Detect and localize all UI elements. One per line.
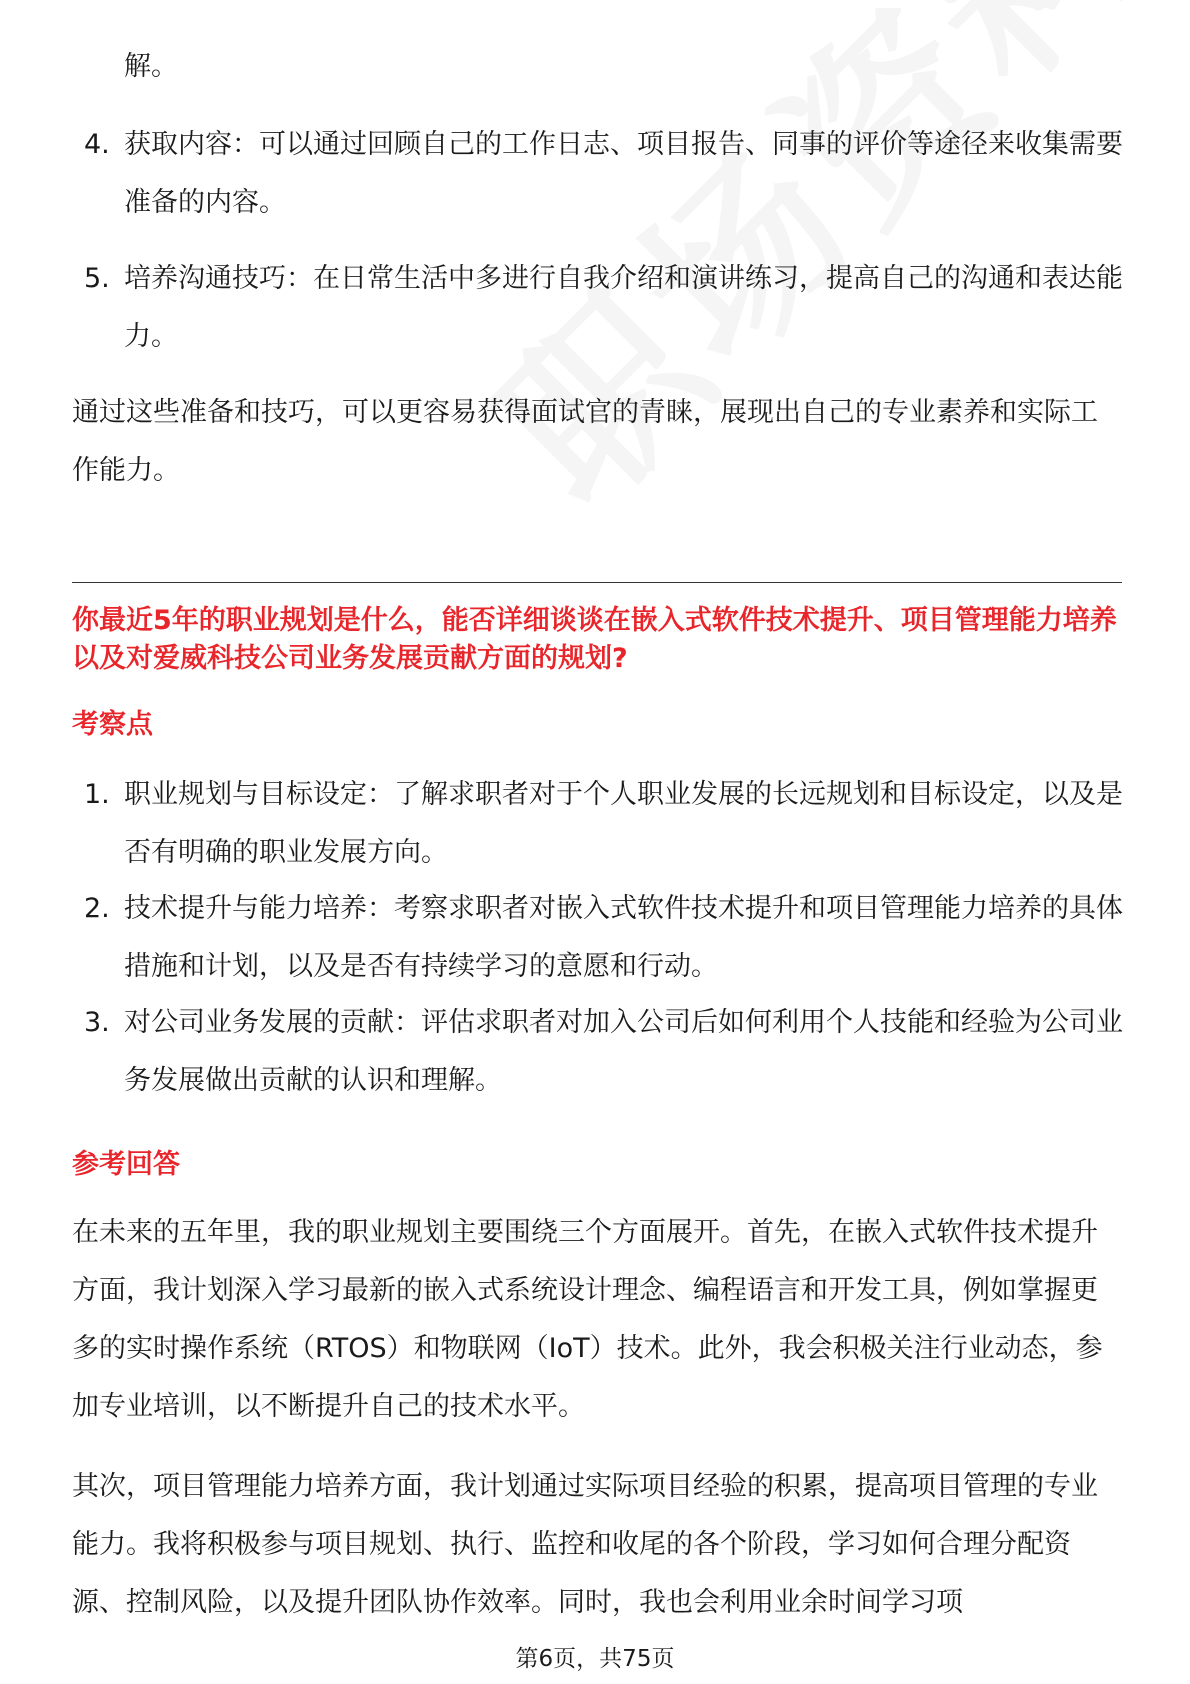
list-item-number: 4.	[84, 129, 110, 160]
answer-paragraph: 其次，项目管理能力培养方面，我计划通过实际项目经验的积累，提高项目管理的专业能力。我将积极参与项目规划、执行、监控和收尾的各个阶段，学习如何合理分配资源、控制风险，以及提升团队协作效率。同时，我也会利用业余时间学习项	[72, 1471, 1098, 1618]
list-item-continuation	[84, 38, 1124, 96]
list-item-text: 解。	[124, 51, 178, 82]
summary-paragraph: 通过这些准备和技巧，可以更容易获得面试官的青睐，展现出自己的专业素养和实际工作能力。	[72, 397, 1098, 486]
list-item-number: 5.	[84, 263, 110, 294]
list-item	[84, 250, 1124, 366]
points-heading: 考察点	[72, 709, 153, 740]
page-footer: 第6页，共75页	[515, 1646, 675, 1672]
list-item-number: 2.	[84, 893, 110, 924]
list-item	[84, 766, 1124, 882]
list-item-number: 3.	[84, 1007, 110, 1038]
answer-heading: 参考回答	[72, 1149, 180, 1180]
list-item-text: 对公司业务发展的贡献：评估求职者对加入公司后如何利用个人技能和经验为公司业务发展做出贡献的认识和理解。	[124, 1007, 1123, 1096]
list-item	[84, 880, 1124, 996]
list-item-text: 技术提升与能力培养：考察求职者对嵌入式软件技术提升和项目管理能力培养的具体措施和计划，以及是否有持续学习的意愿和行动。	[124, 893, 1123, 982]
list-item-text: 职业规划与目标设定：了解求职者对于个人职业发展的长远规划和目标设定，以及是否有明确的职业发展方向。	[124, 779, 1123, 868]
question-heading: 你最近5年的职业规划是什么，能否详细谈谈在嵌入式软件技术提升、项目管理能力培养以及对爱威科技公司业务发展贡献方面的规划?	[72, 605, 1117, 674]
list-item-text: 获取内容：可以通过回顾自己的工作日志、项目报告、同事的评价等途径来收集需要准备的内容。	[124, 129, 1123, 218]
list-item-number: 1.	[84, 779, 110, 810]
list-item	[84, 116, 1124, 232]
list-item-text: 培养沟通技巧：在日常生活中多进行自我介绍和演讲练习，提高自己的沟通和表达能力。	[124, 263, 1123, 352]
section-divider	[72, 582, 1122, 583]
answer-paragraph: 在未来的五年里，我的职业规划主要围绕三个方面展开。首先，在嵌入式软件技术提升方面，我计划深入学习最新的嵌入式系统设计理念、编程语言和开发工具，例如掌握更多的实时操作系统（RTOS）和物联网（IoT）技术。此外，我会积极关注行业动态，参加专业培训，以不断提升自己的技术水平。	[72, 1217, 1103, 1422]
list-item	[84, 994, 1124, 1110]
